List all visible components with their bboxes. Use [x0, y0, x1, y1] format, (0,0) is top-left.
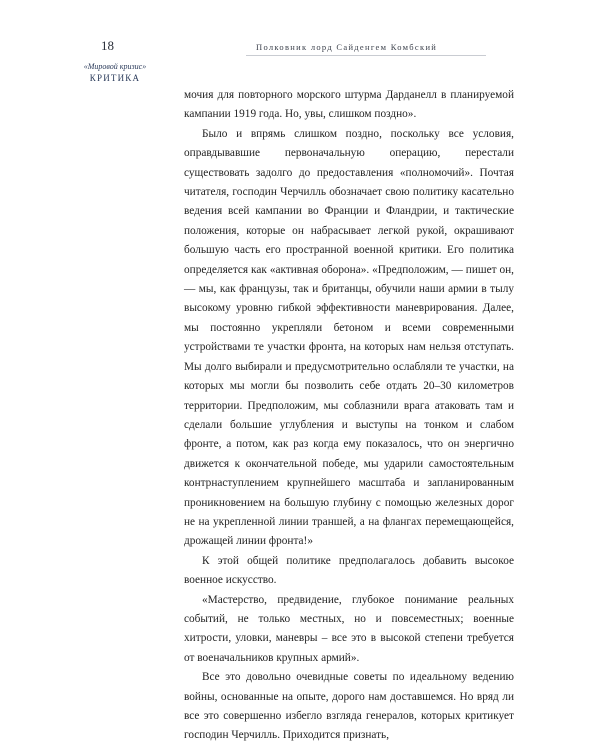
running-head: Полковник лорд Сайденгем Комбский	[256, 42, 438, 52]
paragraph-continuation: мочия для повторного морского штурма Дарданелл в планируемой кампании 1919 года. Но, увы, слишком поздно».	[184, 89, 514, 121]
paragraph-quote: «Мастерство, предвидение, глубокое понимание реальных событий, не только местных, но и повсеместных; военные хитрости, уловки, маневры – все это в высокой степени требуется от военачальников крупных армий».	[184, 593, 514, 664]
series-title: «Мировой кризис»	[83, 62, 147, 71]
body-text	[184, 86, 514, 746]
paragraph: Все это довольно очевидные советы по идеальному ведению войны, основанные на опыте, дорого нам доставшемся. Но вряд ли все это совершенно избегло взгляда генералов, которых критикует господин Черчилль. Приходится признать,	[184, 671, 514, 742]
section-label: КРИТИКА	[89, 73, 141, 83]
page-number: 18	[101, 38, 114, 53]
paragraph: К этой общей политике предполагалось добавить высокое военное искусство.	[184, 554, 514, 587]
paragraph: Было и впрямь слишком поздно, поскольку все условия, оправдывавшие первоначальную операцию, перестали существовать задолго до предоставления «полномочий». Почтая читателя, господин Черчилль обозначает свою политику касательно ведения всей кампании во Франции и Фландрии, и тактические положения, которые он набрасывает легкой рукой, окрашивают большую часть его пространной военной критики. Его политика определяется как «активная оборона». «Предположим, — пишет он, — мы, как французы, так и британцы, обучили наши армии в тылу высокому уровню гибкой эффективности маневрирования. Далее, мы постоянно укрепляли бетоном и всеми современными устройствами те участки фронта, на которых нам нельзя отступать. Мы долго выбирали и предусмотрительно ослабляли те участки, на которых мы могли бы позволить себе отдать 20–30 километров территории. Предположим, мы соблазнили врага атаковать там и сделали большие углубления и выступы на тонком и слабом фронте, а потом, как раз когда ему показалось, что он энергично движется к окончательной победе, мы ударили самостоятельным контрнаступлением крупнейшего масштаба и запланированным проникновением на большую глубину с помощью железных дорог не на укрепленной линии траншей, а на флангах перемещающейся, дрожащей линии фронта!»	[184, 127, 514, 548]
header-rule	[246, 55, 486, 56]
margin-note	[72, 61, 158, 84]
